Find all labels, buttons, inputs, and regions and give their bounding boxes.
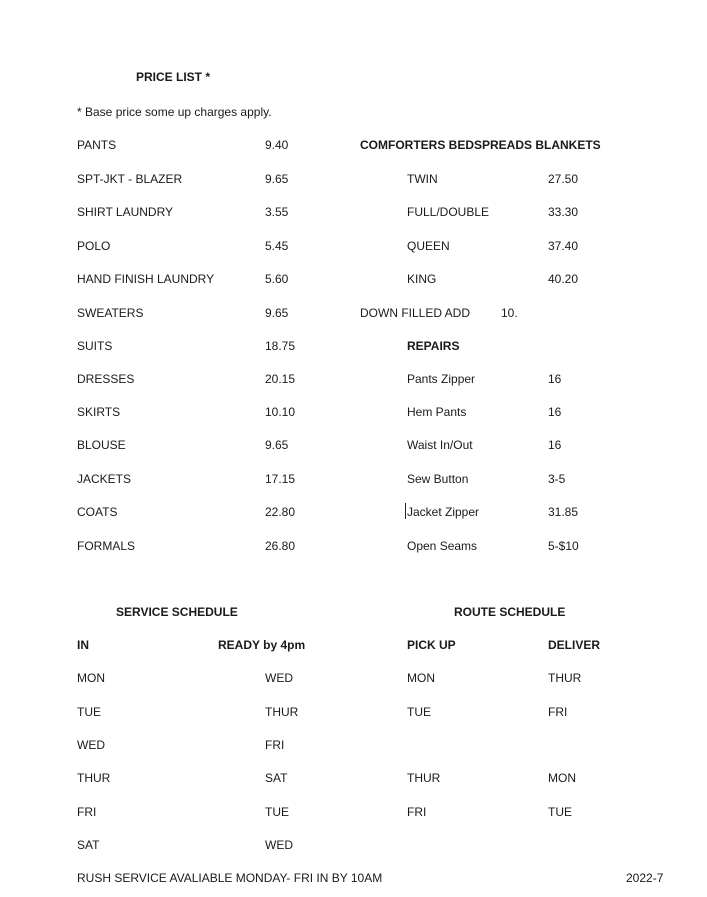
garment-item: JACKETS xyxy=(77,472,132,486)
repair-price: 3-5 xyxy=(548,472,566,486)
comforter-size: FULL/DOUBLE xyxy=(407,205,490,219)
garment-price: 18.75 xyxy=(265,339,296,353)
service-in-day: THUR xyxy=(77,771,111,785)
garment-item: SHIRT LAUNDRY xyxy=(77,205,174,219)
garment-price: 26.80 xyxy=(265,539,296,553)
comforter-size: KING xyxy=(407,272,437,286)
garment-price: 9.65 xyxy=(265,172,289,186)
garment-price: 3.55 xyxy=(265,205,289,219)
garment-price: 10.10 xyxy=(265,405,296,419)
garment-item: PANTS xyxy=(77,138,117,152)
garment-item: HAND FINISH LAUNDRY xyxy=(77,272,215,286)
repair-item: Pants Zipper xyxy=(407,372,476,386)
service-ready-day: WED xyxy=(265,838,293,852)
document-code: 2022-7 xyxy=(626,871,664,885)
route-deliver-day: MON xyxy=(548,771,576,785)
service-ready-day: WED xyxy=(265,671,293,685)
route-col-pickup: PICK UP xyxy=(407,638,456,652)
garment-price: 20.15 xyxy=(265,372,296,386)
garment-item: BLOUSE xyxy=(77,438,126,452)
base-price-note: * Base price some up charges apply. xyxy=(77,105,272,119)
price-list-title: PRICE LIST * xyxy=(136,70,211,84)
repair-item: Waist In/Out xyxy=(407,438,473,452)
route-deliver-day: TUE xyxy=(548,805,572,819)
comforter-price: 37.40 xyxy=(548,239,579,253)
service-in-day: SAT xyxy=(77,838,100,852)
down-filled-price: 10. xyxy=(501,306,518,320)
comforter-price: 40.20 xyxy=(548,272,579,286)
rush-service-note: RUSH SERVICE AVALIABLE MONDAY- FRI IN BY 10AM xyxy=(77,871,383,885)
service-schedule-title: SERVICE SCHEDULE xyxy=(116,605,238,619)
text-cursor xyxy=(405,503,406,519)
comforter-price: 27.50 xyxy=(548,172,579,186)
garment-item: SWEATERS xyxy=(77,306,144,320)
garment-item: DRESSES xyxy=(77,372,135,386)
service-ready-day: SAT xyxy=(265,771,288,785)
comforters-heading: COMFORTERS BEDSPREADS BLANKETS xyxy=(360,138,601,152)
comforter-size: TWIN xyxy=(407,172,438,186)
service-in-day: FRI xyxy=(77,805,97,819)
garment-item: FORMALS xyxy=(77,539,136,553)
garment-price: 9.65 xyxy=(265,438,289,452)
service-ready-day: THUR xyxy=(265,705,299,719)
comforter-price: 33.30 xyxy=(548,205,579,219)
repair-item: Jacket Zipper xyxy=(407,505,480,519)
repair-price: 16 xyxy=(548,372,562,386)
route-deliver-day: FRI xyxy=(548,705,568,719)
garment-item: SUITS xyxy=(77,339,113,353)
route-pickup-day: MON xyxy=(407,671,435,685)
garment-price: 9.65 xyxy=(265,306,289,320)
garment-price: 17.15 xyxy=(265,472,296,486)
service-ready-day: FRI xyxy=(265,738,285,752)
route-pickup-day: THUR xyxy=(407,771,441,785)
route-pickup-day: TUE xyxy=(407,705,431,719)
route-deliver-day: THUR xyxy=(548,671,582,685)
service-in-day: TUE xyxy=(77,705,101,719)
route-pickup-day: FRI xyxy=(407,805,427,819)
route-schedule-title: ROUTE SCHEDULE xyxy=(454,605,566,619)
repair-item: Hem Pants xyxy=(407,405,467,419)
route-col-deliver: DELIVER xyxy=(548,638,601,652)
service-col-in: IN xyxy=(77,638,89,652)
service-col-ready: READY by 4pm xyxy=(218,638,306,652)
repair-price: 5-$10 xyxy=(548,539,579,553)
garment-item: SKIRTS xyxy=(77,405,121,419)
comforter-size: QUEEN xyxy=(407,239,450,253)
repair-price: 16 xyxy=(548,438,562,452)
service-in-day: WED xyxy=(77,738,105,752)
repair-item: Sew Button xyxy=(407,472,469,486)
garment-item: POLO xyxy=(77,239,111,253)
repair-item: Open Seams xyxy=(407,539,478,553)
garment-item: COATS xyxy=(77,505,118,519)
service-in-day: MON xyxy=(77,671,105,685)
garment-price: 5.45 xyxy=(265,239,289,253)
service-ready-day: TUE xyxy=(265,805,289,819)
garment-price: 5.60 xyxy=(265,272,289,286)
repairs-heading: REPAIRS xyxy=(407,339,460,353)
garment-item: SPT-JKT - BLAZER xyxy=(77,172,183,186)
down-filled-label: DOWN FILLED ADD xyxy=(360,306,471,320)
repair-price: 31.85 xyxy=(548,505,579,519)
garment-price: 22.80 xyxy=(265,505,296,519)
repair-price: 16 xyxy=(548,405,562,419)
garment-price: 9.40 xyxy=(265,138,289,152)
